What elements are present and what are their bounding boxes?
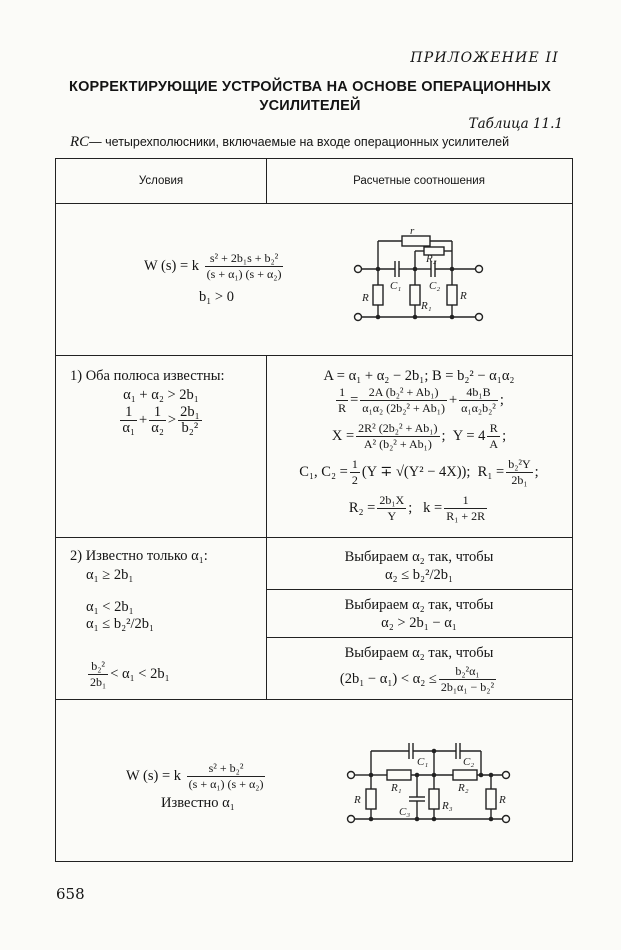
row2-cond-frac2-num: 1 bbox=[149, 405, 166, 421]
row3-rule-1: α₂ ≤ b₂²/2b₁ bbox=[384, 567, 454, 583]
title-line-1: КОРРЕКТИРУЮЩИЕ УСТРОЙСТВА НА ОСНОВЕ ОПЕРАЦИОННЫХ bbox=[69, 79, 551, 95]
row2-f3-den: A² (b₂² + Ab₁) bbox=[363, 437, 432, 451]
row3-cond-c-den: 2b₁ bbox=[90, 675, 107, 689]
row2-cond-frac1 bbox=[120, 405, 137, 436]
row2-cond-frac2-den: α₂ bbox=[151, 420, 164, 436]
row4-label-r1: R₁ bbox=[391, 782, 402, 794]
row2-cond-frac3-den: b₂² bbox=[181, 420, 199, 436]
row2-f3-rhs: Y = 4 bbox=[452, 427, 486, 444]
row-rule-3 bbox=[56, 699, 572, 700]
row4-output-terminal bbox=[503, 772, 510, 779]
row2-cond-frac1-num: 1 bbox=[120, 405, 137, 421]
header-rule bbox=[56, 203, 572, 204]
row2-cond-ineq2: $\frac{1}{\text{α₁}}$ + $\frac{1}{\text{α₂}}$ > $\frac{\text{2b₁}}{\text{b₂²}}$ bbox=[122, 404, 200, 436]
row4-label-c2: C₂ bbox=[463, 756, 475, 768]
row3-cond-c bbox=[86, 659, 170, 690]
row2-f5-k: k = bbox=[423, 499, 443, 516]
row2-f2-frac1 bbox=[360, 385, 447, 416]
row1-output-terminal bbox=[476, 266, 483, 273]
row2-f5-frac bbox=[377, 493, 406, 524]
row2-formula-1 bbox=[266, 367, 572, 386]
row4-resistor-r2 bbox=[453, 770, 477, 780]
row-rule-2 bbox=[56, 537, 572, 538]
row1-resistor-r1 bbox=[410, 285, 420, 305]
row1-input-ground bbox=[355, 314, 362, 321]
row2-f2-num2: 4b₁B bbox=[459, 385, 498, 401]
row4-w-lhs: W (s) = k bbox=[126, 767, 182, 784]
data-table bbox=[55, 158, 573, 862]
row4-label-r2: R₂ bbox=[458, 782, 469, 794]
row4-transfer-function bbox=[126, 761, 267, 792]
row1-resistor-r bbox=[402, 236, 430, 246]
row2-f5-kden: R₁ + 2R bbox=[446, 509, 486, 523]
row3-cond-title: 2) Известно только α₁: bbox=[70, 548, 208, 564]
row2-f2-lhs-num: 1 bbox=[336, 385, 348, 401]
row2-f4-r1: R₁ = bbox=[477, 463, 505, 480]
row1-label-r1: R₁ bbox=[421, 300, 432, 312]
row3-sub-rule-1 bbox=[266, 589, 572, 590]
row4-condition: Известно α₁ bbox=[161, 795, 235, 811]
row4-resistor-r3 bbox=[429, 789, 439, 809]
row4-output-ground bbox=[503, 816, 510, 823]
row3-sub-rule-2 bbox=[266, 637, 572, 638]
row1-w-lhs: W (s) = k bbox=[144, 257, 200, 274]
row1-label-r: r bbox=[410, 227, 415, 237]
row2-f3-rnum: R bbox=[487, 421, 500, 437]
row4-label-c3: C₃ bbox=[399, 806, 411, 818]
row2-f2-lhs-den: R bbox=[338, 401, 347, 415]
row1-output-ground bbox=[476, 314, 483, 321]
row2-formula-5: R₂ = $\frac{\text{2b₁X}}{Y}$ ; k = $\frac{1}{\text{R₁ + 2R}}$ bbox=[348, 493, 486, 523]
row4-input-terminal bbox=[348, 772, 355, 779]
row3-cond-b2: α₁ ≤ b₂²/2b₁ bbox=[86, 616, 155, 632]
row3-cond-b1: α₁ < 2b₁ bbox=[86, 599, 134, 615]
row4-label-r-left: R bbox=[354, 794, 361, 806]
row2-cond-frac2 bbox=[149, 405, 166, 436]
row2-formula-3: X = $\frac{\text{2R² (2b₂² + Ab₁)}}{\text{A² (b₂² + Ab₁)}}$ ; Y = 4 $\frac{R}{A}$ ; bbox=[331, 421, 507, 451]
row1-w-frac bbox=[205, 251, 284, 282]
row4-resistor-r-right bbox=[486, 789, 496, 809]
row-rule-1 bbox=[56, 355, 572, 356]
row3-choose-1: Выбираем α₂ так, чтобы bbox=[344, 549, 494, 565]
page-number: 658 bbox=[56, 885, 85, 903]
row4-label-c1: C₁ bbox=[417, 756, 429, 768]
row2-cond-frac3-num: 2b₁ bbox=[180, 404, 200, 420]
table-number: Таблица 11.1 bbox=[468, 116, 563, 132]
row3-rule3-lhs: (2b₁ − α₁) < α₂ ≤ bbox=[339, 670, 437, 687]
col-header-conditions: Условия bbox=[138, 175, 184, 187]
row2-cond-frac1-den: α₁ bbox=[122, 420, 136, 436]
row3-cond-c-frac bbox=[88, 659, 108, 690]
row4-input-ground bbox=[348, 816, 355, 823]
row2-cond-ineq1: α₁ + α₂ > 2b₁ bbox=[123, 387, 199, 403]
row2-f5-kfrac bbox=[444, 493, 487, 524]
row2-f4-r1-num: b₂²Y bbox=[508, 457, 531, 471]
row1-resistor-r-left bbox=[373, 285, 383, 305]
row1-label-c2: C₂ bbox=[429, 280, 441, 292]
row2-f4-half-num: 1 bbox=[351, 457, 358, 471]
row4-circuit-diagram bbox=[341, 737, 516, 837]
row4-w-num: s² + b₂² bbox=[187, 761, 266, 777]
page-title bbox=[60, 78, 560, 116]
row3-choose-2: Выбираем α₂ так, чтобы bbox=[344, 597, 494, 613]
row1-resistor-r-right bbox=[447, 285, 457, 305]
row1-label-c1: C₁ bbox=[390, 280, 402, 292]
row2-f5-knum: 1 bbox=[444, 493, 487, 509]
row1-transfer-function bbox=[144, 251, 285, 282]
row3-rule-2: α₂ > 2b₁ − α₁ bbox=[381, 615, 457, 631]
row2-formula-2: $\frac{1}{R}$ = $\frac{\text{2A (b₂² + Ab₁)}}{\text{α₁α₂ (2b₂² + Ab₁)}}$ + $\frac{\text{4b₁B}}{\text{α₁α₂b₂²}}$ ; bbox=[338, 385, 504, 415]
row1-condition: b₁ > 0 bbox=[199, 289, 234, 305]
row2-f3-frac bbox=[356, 421, 439, 452]
appendix-label: ПРИЛОЖЕНИЕ II bbox=[410, 50, 559, 66]
row2-f5-den: Y bbox=[387, 509, 397, 523]
row2-f2-den2: α₁α₂b₂² bbox=[461, 401, 496, 415]
row4-resistor-r-left bbox=[366, 789, 376, 809]
row2-f4-half-den: 2 bbox=[351, 473, 358, 487]
row4-resistor-r1 bbox=[387, 770, 411, 780]
title-line-2: УСИЛИТЕЛЕЙ bbox=[259, 98, 361, 114]
row2-f2-den1: α₁α₂ (2b₂² + Ab₁) bbox=[362, 401, 445, 415]
row2-f4-r1-den: 2b₁ bbox=[511, 473, 528, 487]
row4-label-r-right: R bbox=[499, 794, 506, 806]
row1-label-r-left: R bbox=[362, 292, 369, 304]
row2-f4-r1-frac bbox=[506, 457, 532, 488]
row1-label-r2: R₂ bbox=[426, 253, 437, 265]
caption-rc: RC bbox=[70, 134, 90, 150]
row2-formula-4: C₁, C₂ = $\frac{1}{2}$ (Y ∓ √(Y² − 4X)); R₁ = $\frac{\text{b₂²Y}}{\text{2b₁}}$ ; bbox=[299, 457, 539, 487]
row2-f2-frac2 bbox=[459, 385, 498, 416]
row2-f5-num: 2b₁X bbox=[379, 493, 405, 507]
row1-circuit-diagram bbox=[346, 227, 491, 327]
row2-f3-rden: A bbox=[489, 437, 499, 451]
row2-f4-half bbox=[350, 457, 360, 488]
row2-f3-rfrac bbox=[487, 421, 500, 452]
row2-f3-num: 2R² (2b₂² + Ab₁) bbox=[358, 421, 438, 435]
col-header-formulas: Расчетные соотношения bbox=[353, 175, 485, 187]
table-caption bbox=[70, 134, 509, 151]
row3-rule3-den: 2b₁α₁ − b₂² bbox=[440, 680, 495, 694]
row3-rule-3 bbox=[266, 664, 572, 695]
row2-f1-text: A = α₁ + α₂ − 2b₁; B = b₂² − α₁α₂ bbox=[323, 368, 515, 384]
row4-w-frac bbox=[187, 761, 266, 792]
row1-w-num: s² + 2b₁s + b₂² bbox=[205, 251, 284, 267]
row2-f4-body: (Y ∓ √(Y² − 4X)); bbox=[361, 463, 471, 480]
row2-f5-lhs: R₂ = bbox=[348, 499, 376, 516]
row1-w-den: (s + α₁) (s + α₂) bbox=[206, 267, 282, 281]
row4-label-r3: R₃ bbox=[442, 800, 453, 812]
row3-cond-c-rest: < α₁ < 2b₁ bbox=[110, 665, 170, 682]
row1-input-terminal bbox=[355, 266, 362, 273]
row2-f4-lhs: C₁, C₂ = bbox=[299, 463, 348, 480]
row3-cond-a: α₁ ≥ 2b₁ bbox=[86, 567, 134, 583]
row2-f3-lhs: X = bbox=[331, 427, 355, 444]
row3-rule3-frac bbox=[439, 664, 496, 695]
row2-f2-num1: 2A (b₂² + Ab₁) bbox=[360, 385, 447, 401]
row3-choose-3: Выбираем α₂ так, чтобы bbox=[344, 645, 494, 661]
caption-text: — четырехполюсники, включаемые на входе операционных усилителей bbox=[89, 135, 510, 149]
row2-cond-title: 1) Оба полюса известны: bbox=[70, 368, 225, 384]
row2-cond-frac3 bbox=[178, 405, 202, 436]
row4-w-den: (s + α₁) (s + α₂) bbox=[188, 777, 264, 791]
row1-label-r-right: R bbox=[460, 290, 467, 302]
row3-rule3-num: b₂²α₁ bbox=[439, 664, 496, 680]
row3-cond-c-num: b₂² bbox=[88, 659, 108, 675]
row2-f2-lhs bbox=[336, 385, 348, 416]
